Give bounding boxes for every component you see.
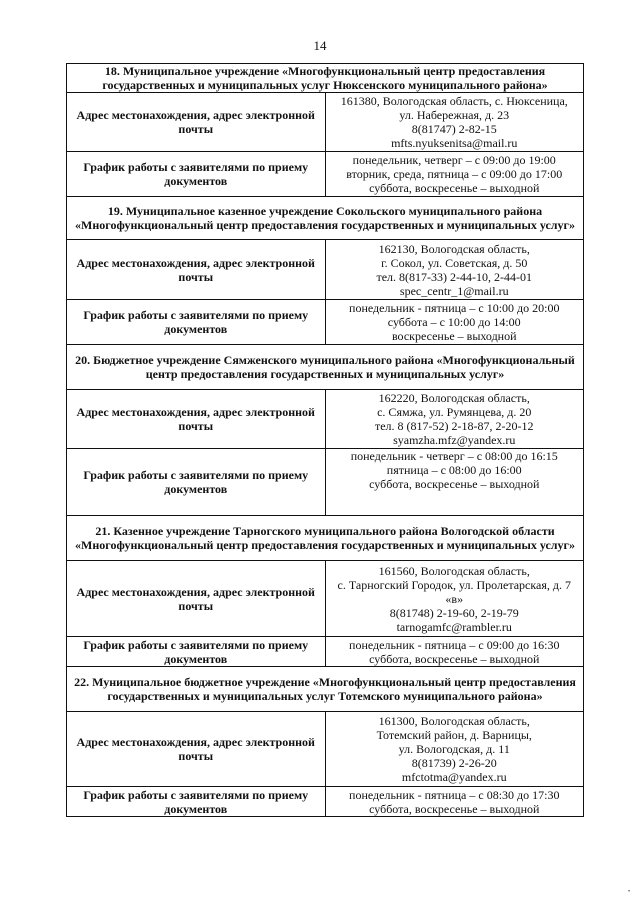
section-title: 20. Бюджетное учреждение Сямженского муниципального района «Многофункциональный центр предоставления государственных и муниципальных услуг» bbox=[67, 345, 584, 390]
address-line: 161380, Вологодская область, с. Нюксеница, bbox=[340, 94, 568, 108]
phone-line: 8(81747) 2-82-15 bbox=[411, 122, 497, 136]
section-title-row bbox=[67, 667, 584, 712]
address-value bbox=[325, 561, 584, 637]
address-value bbox=[325, 712, 584, 787]
section-title-row bbox=[67, 197, 584, 240]
schedule-value bbox=[325, 449, 584, 516]
schedule-line: понедельник - пятница – с 10:00 до 20:00 bbox=[349, 301, 560, 315]
schedule-value bbox=[325, 152, 584, 197]
address-line: 162130, Вологодская область, bbox=[378, 241, 530, 256]
address-label: Адрес местонахождения, адрес электронной почты bbox=[67, 93, 326, 152]
address-value bbox=[325, 93, 584, 152]
schedule-line: воскресенье – выходной bbox=[391, 329, 517, 343]
section-title: 18. Муниципальное учреждение «Многофункциональный центр предоставления государственных и муниципальных услуг Нюксенского муниципального района» bbox=[67, 64, 584, 93]
address-label: Адрес местонахождения, адрес электронной почты bbox=[67, 712, 326, 787]
email-line: spec_centr_1@mail.ru bbox=[399, 283, 509, 298]
address-value bbox=[325, 390, 584, 449]
mfc-table bbox=[66, 63, 584, 817]
email-line: syamzha.mfz@yandex.ru bbox=[393, 433, 516, 447]
phone-line: 8(81739) 2-26-20 bbox=[411, 756, 497, 770]
schedule-row bbox=[67, 637, 584, 667]
section-title-row bbox=[67, 516, 584, 561]
schedule-line: понедельник - пятница – с 09:00 до 16:30 bbox=[349, 637, 560, 652]
schedule-line: понедельник - четверг – с 08:00 до 16:15 bbox=[350, 449, 558, 463]
scan-mark: • bbox=[628, 889, 631, 895]
schedule-label: График работы с заявителями по приему документов bbox=[67, 300, 326, 345]
address-line: г. Сокол, ул. Советская, д. 50 bbox=[381, 255, 528, 270]
address-line: ул. Вологодская, д. 11 bbox=[398, 742, 510, 756]
address-line: 161560, Вологодская область, bbox=[378, 563, 530, 578]
phone-line: 8(81748) 2-19-60, 2-19-79 bbox=[389, 605, 519, 620]
schedule-label: График работы с заявителями по приему документов bbox=[67, 787, 326, 817]
address-row bbox=[67, 240, 584, 300]
schedule-line: вторник, среда, пятница – с 09:00 до 17:00 bbox=[346, 167, 563, 181]
schedule-row bbox=[67, 152, 584, 197]
schedule-line: суббота – с 10:00 до 14:00 bbox=[387, 315, 521, 329]
email-line: tarnogamfc@rambler.ru bbox=[396, 619, 512, 634]
address-value bbox=[325, 240, 584, 300]
phone-line: тел. 8 (817-52) 2-18-87, 2-20-12 bbox=[374, 419, 534, 433]
section-title-row bbox=[67, 64, 584, 93]
schedule-value bbox=[325, 300, 584, 345]
address-row bbox=[67, 561, 584, 637]
schedule-line: понедельник, четверг – с 09:00 до 19:00 bbox=[352, 153, 556, 167]
schedule-line: суббота, воскресенье – выходной bbox=[369, 651, 540, 666]
address-label: Адрес местонахождения, адрес электронной почты bbox=[67, 240, 326, 300]
schedule-line: суббота, воскресенье – выходной bbox=[369, 477, 540, 491]
address-line: с. Тарногский Городок, ул. Пролетарская, д. 7 bbox=[337, 577, 571, 592]
address-line: 162220, Вологодская область, bbox=[378, 391, 530, 405]
schedule-line: пятница – с 08:00 до 16:00 bbox=[386, 463, 522, 477]
schedule-line: суббота, воскресенье – выходной bbox=[369, 181, 540, 195]
address-label: Адрес местонахождения, адрес электронной почты bbox=[67, 561, 326, 637]
phone-line: тел. 8(817-33) 2-44-10, 2-44-01 bbox=[376, 269, 533, 284]
schedule-label: График работы с заявителями по приему документов bbox=[67, 152, 326, 197]
email-line: mfts.nyuksenitsa@mail.ru bbox=[391, 136, 518, 150]
section-title: 21. Казенное учреждение Тарногского муниципального района Вологодской области «Многофункциональный центр предоставления государственных и муниципальных услуг» bbox=[67, 516, 584, 561]
schedule-label: График работы с заявителями по приему документов bbox=[67, 637, 326, 667]
schedule-row bbox=[67, 787, 584, 817]
address-line: 161300, Вологодская область, bbox=[378, 714, 530, 728]
section-title: 22. Муниципальное бюджетное учреждение «Многофункциональный центр предоставления государственных и муниципальных услуг Тотемского муниципального района» bbox=[67, 667, 584, 712]
section-title-row bbox=[67, 345, 584, 390]
address-row bbox=[67, 390, 584, 449]
email-line: mfctotma@yandex.ru bbox=[401, 770, 507, 784]
section-title: 19. Муниципальное казенное учреждение Сокольского муниципального района «Многофункциональный центр предоставления государственных и муниципальных услуг» bbox=[67, 197, 584, 240]
schedule-line: понедельник - пятница – с 08:30 до 17:30 bbox=[349, 787, 560, 802]
schedule-value bbox=[325, 637, 584, 667]
address-row bbox=[67, 93, 584, 152]
address-line: «в» bbox=[445, 591, 464, 606]
address-label: Адрес местонахождения, адрес электронной почты bbox=[67, 390, 326, 449]
address-row bbox=[67, 712, 584, 787]
address-line: с. Сямжа, ул. Румянцева, д. 20 bbox=[377, 405, 532, 419]
address-line: Тотемский район, д. Варницы, bbox=[376, 728, 532, 742]
schedule-row bbox=[67, 449, 584, 516]
schedule-line: суббота, воскресенье – выходной bbox=[369, 801, 540, 816]
address-line: ул. Набережная, д. 23 bbox=[399, 108, 510, 122]
schedule-value bbox=[325, 787, 584, 817]
schedule-label: График работы с заявителями по приему документов bbox=[67, 449, 326, 516]
schedule-row bbox=[67, 300, 584, 345]
page-number: 14 bbox=[313, 38, 327, 53]
